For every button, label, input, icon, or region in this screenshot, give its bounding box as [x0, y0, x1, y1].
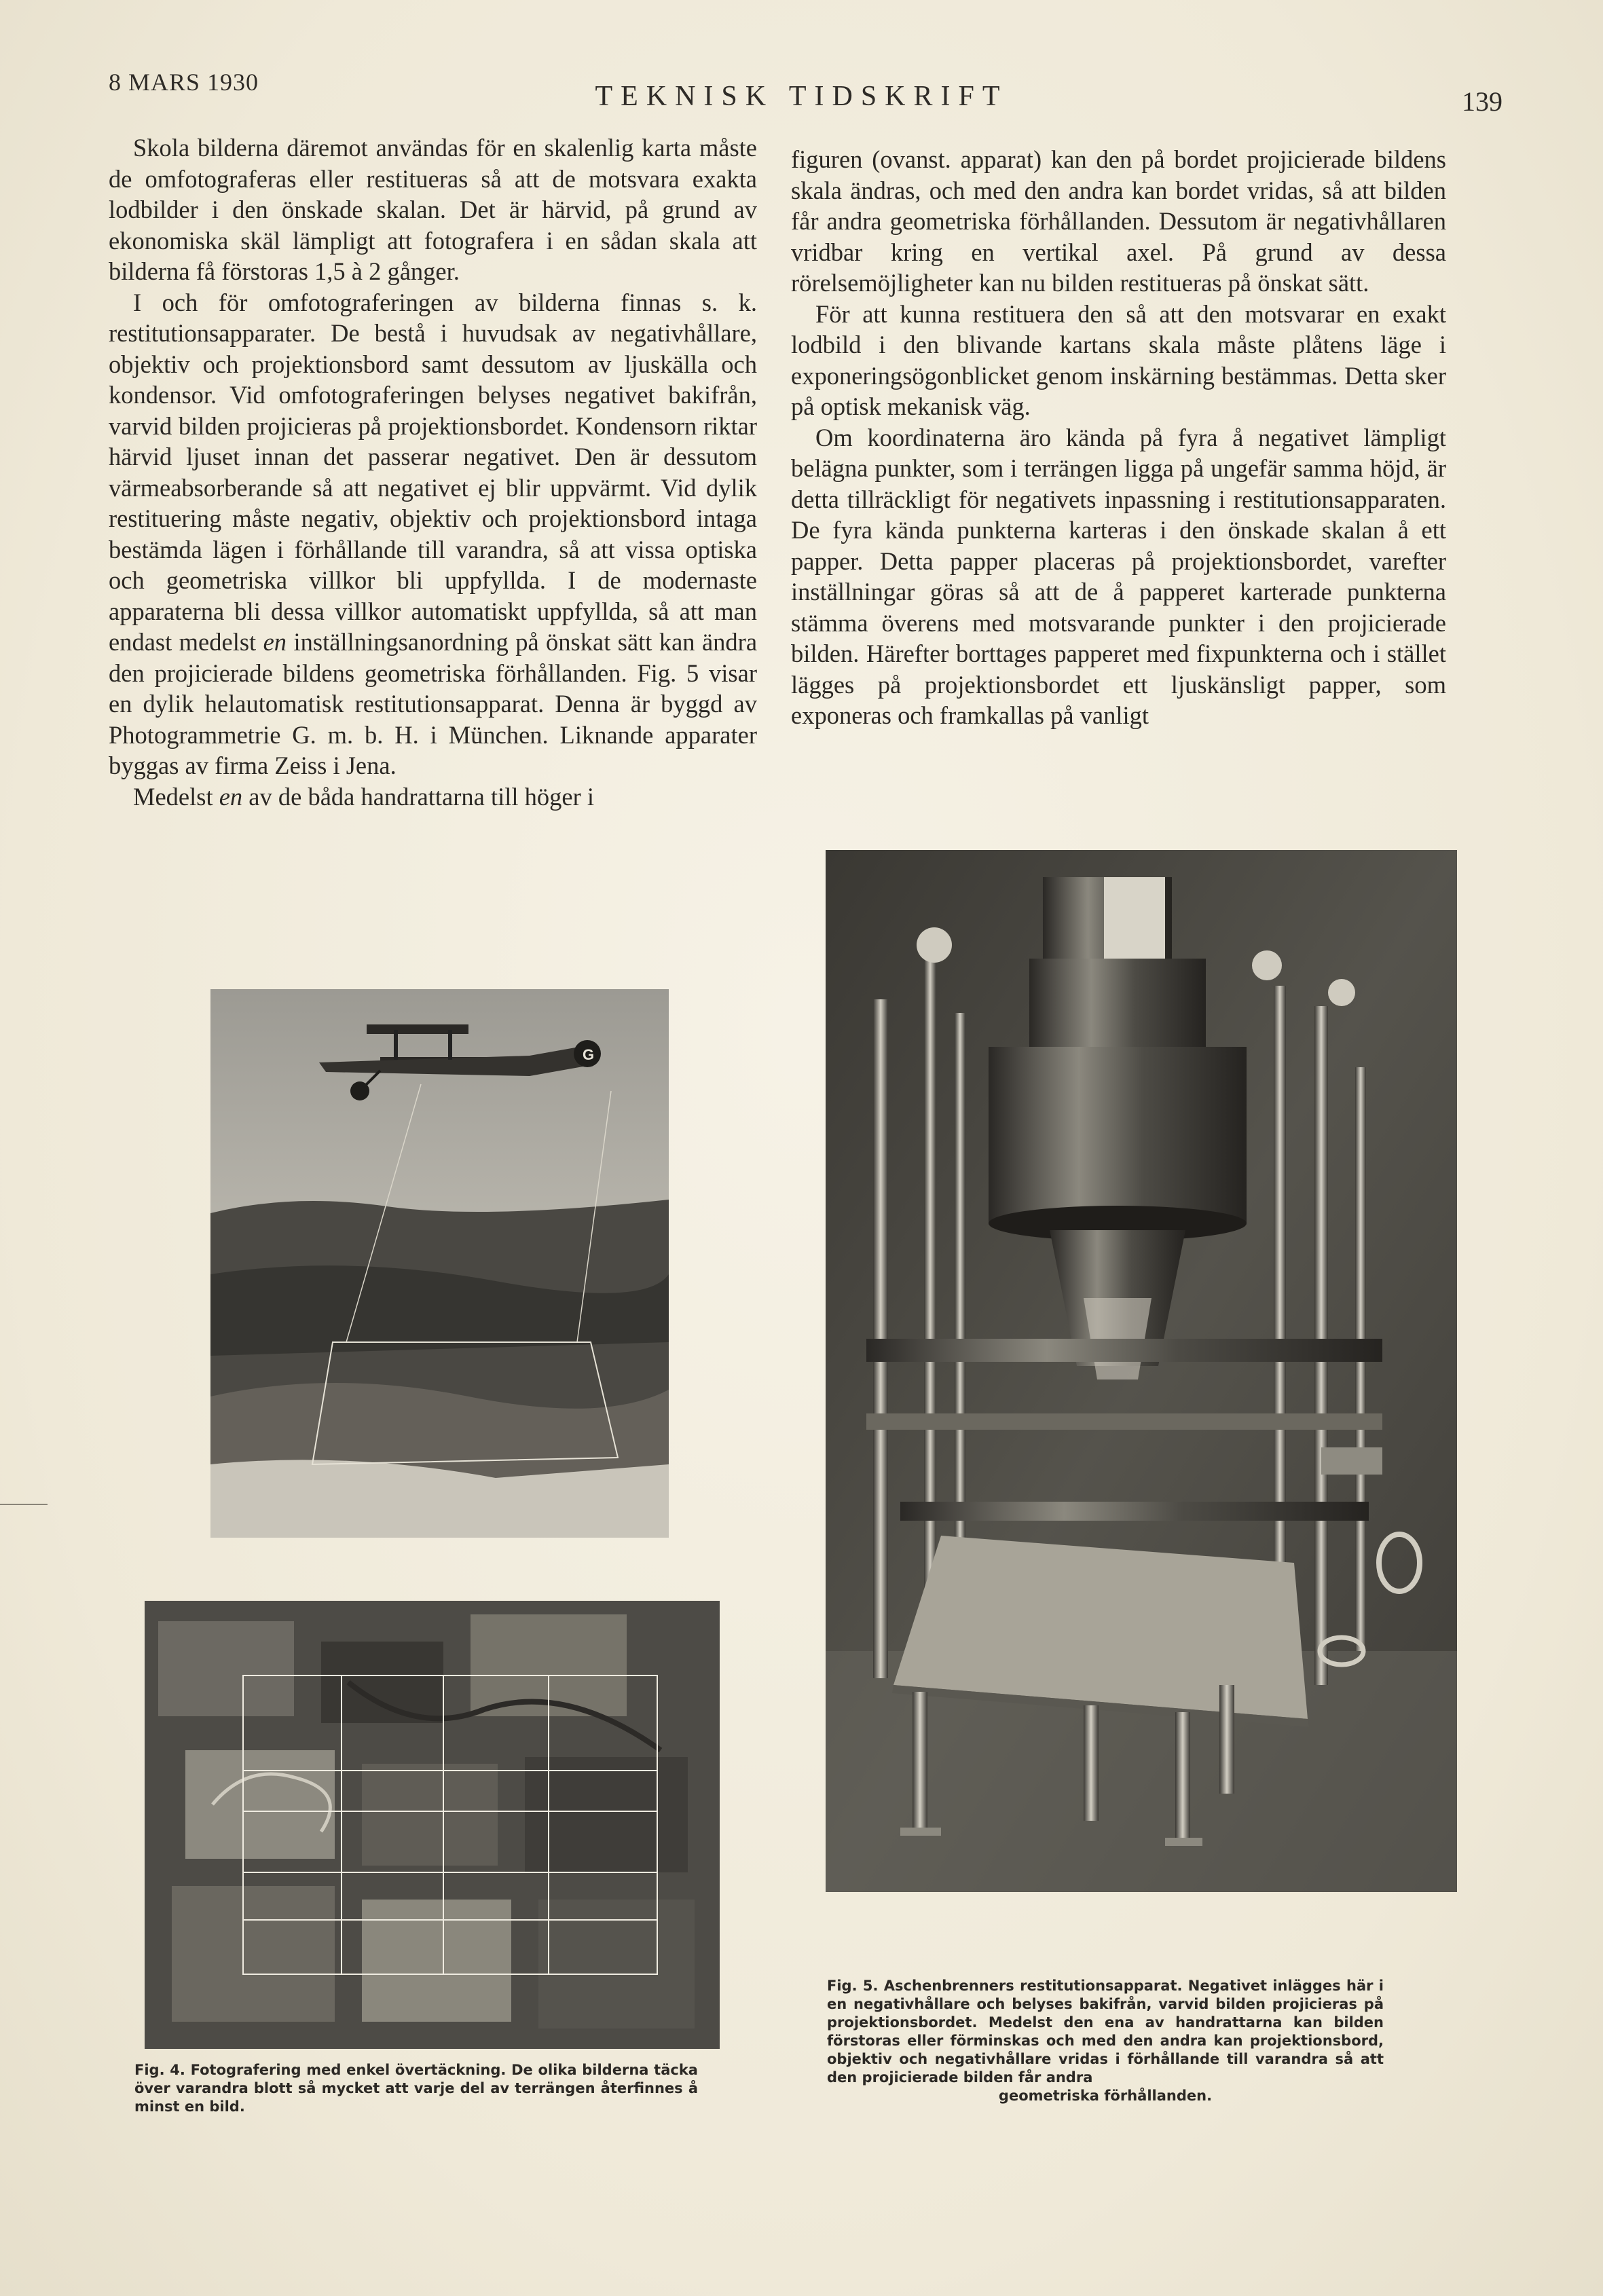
- paragraph: För att kunna restituera den så att den motsvarar en exakt lodbild i den blivande kartans skala måste plåtens läge i exponeringsögonblicket genom inskärning bestämmas. Detta sker på optisk mekanisk väg.: [791, 299, 1446, 420]
- svg-text:G: G: [583, 1046, 595, 1063]
- figure-4-caption: Fig. 4. Fotografering med enkel övertäckning. De olika bilderna täcka över varandra blott så mycket att varje del av terrängen återfinnes å minst en bild.: [134, 2062, 698, 2115]
- journal-title: TEKNISK TIDSKRIFT: [595, 81, 1008, 112]
- figure-5-caption: Fig. 5. Aschenbrenners restitutionsapparat. Negativet inlägges här i en negativhållare och belyses bakifrån, varvid bilden projicieras på projektionsbordet. Medelst den ena av handrattarna kan bilden förstoras eller förminskas och med den andra kan projektionsbord, objektiv och negativhållare vridas i förhållande till varandra så att den projicierade bilden får andra geometriska förhållanden.: [827, 1978, 1384, 2104]
- page-number: 139: [1462, 86, 1503, 117]
- left-column: [109, 132, 757, 812]
- issue-date: 8 MARS 1930: [109, 69, 259, 96]
- paragraph: Medelst en av de båda handrattarna till höger i: [133, 782, 595, 811]
- aerial-mosaic-photo: [145, 1601, 720, 2049]
- paragraph: Om koordinaterna äro kända på fyra å negativet lämpligt belägna punkter, som i terrängen ligga på ungefär samma höjd, är detta tillräckligt för negativets inpassning i restitutionsapparaten. De fyra kända punkterna karteras i den önskade skalan å ett papper. Detta papper placeras på projektionsbordet, varefter inställningar göras så att de å papperet karterade punkterna stämma överens med motsvarande punkter i den projicierade bilden. Härefter borttages papperet med fixpunkterna och i stället lägges på projektionsbordet ett ljuskänsligt papper, som exponeras och framkallas på vanligt: [791, 423, 1446, 729]
- restitution-apparatus-photo: [826, 850, 1457, 1892]
- paragraph: figuren (ovanst. apparat) kan den på bordet projicierade bildens skala ändras, och med den andra kan bordet vridas, så att bilden får andra geometriska förhållanden. Dessutom är negativhållaren vridbar kring en vertikal axel. På grund av dessa rörelsemöjligheter kan nu bilden restitueras på önskat sätt.: [791, 145, 1446, 297]
- airplane-aerial-photo: [210, 989, 669, 1538]
- margin-rule: [0, 1504, 48, 1505]
- paragraph: I och för omfotograferingen av bilderna finnas s. k. restitutionsapparater. De bestå i huvudsak av negativhållare, objektiv och projektionsbord samt dessutom av ljuskälla och kondensor. Vid omfotograferingen belyses negativet bakifrån, varvid bilden projicieras på projektionsbordet. Kondensorn riktar härvid ljuset innan det passerar negativet. Den är dessutom värmeabsorberande så att negativet ej blir uppvärmt. Vid dylik restituering måste negativ, objektiv och projektionsbord intaga bestämda lägen i förhållande till varandra, så att vissa optiska och geometriska villkor bli uppfyllda. I de modernaste apparaterna bli dessa villkor automatiskt uppfyllda, så att man endast medelst en inställningsanordning på önskat sätt kan ändra den projicierade bildens geometriska förhållanden. Fig. 5 visar en dylik helautomatisk restitutionsapparat. Denna är byggd av Photogrammetrie G. m. b. H. i München. Liknande apparater byggas av firma Zeiss i Jena.: [109, 288, 758, 779]
- paragraph: Skola bilderna däremot användas för en skalenlig karta måste de omfotograferas eller restitueras så att de motsvara exakta lodbilder i den önskade skalan. Det är härvid, på grund av ekonomiska skäl lämpligt att fotografera i en sådan skala att bilderna få förstoras 1,5 à 2 gånger.: [109, 134, 757, 285]
- right-column: [791, 144, 1446, 731]
